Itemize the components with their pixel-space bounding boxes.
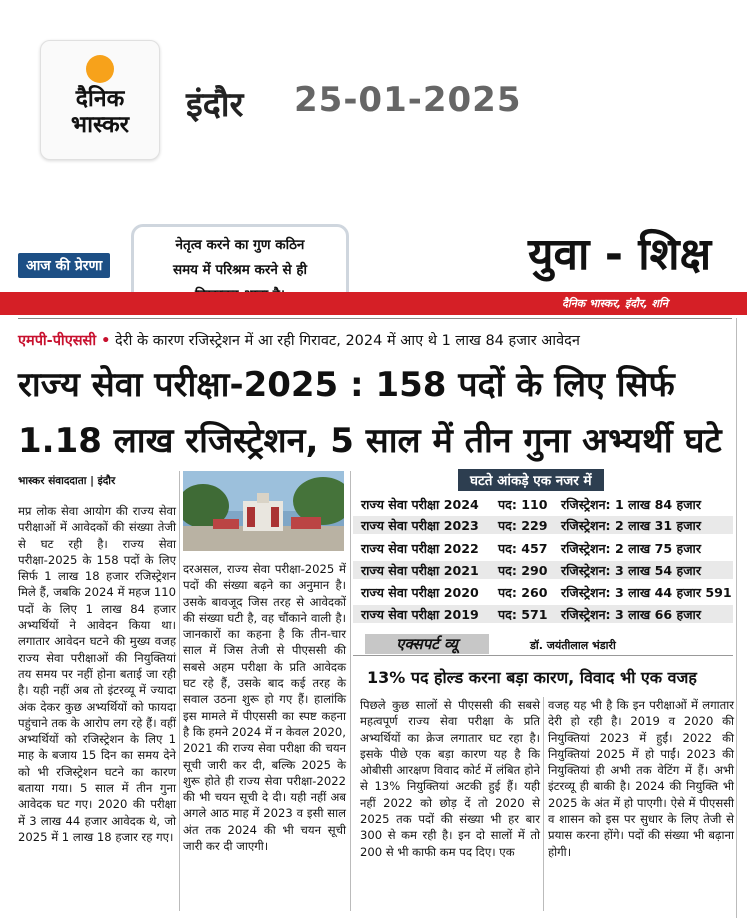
column-divider bbox=[736, 318, 737, 918]
city-label: इंदौर bbox=[186, 85, 244, 125]
section-title: युवा - शिक्ष bbox=[528, 229, 712, 280]
divider bbox=[18, 318, 732, 319]
stats-exam: राज्य सेवा परीक्षा 2021 bbox=[361, 563, 479, 578]
stats-posts: पद: 571 bbox=[498, 607, 548, 622]
sun-icon bbox=[86, 55, 114, 83]
stats-reg: रजिस्ट्रेशन: 2 लाख 75 हजार bbox=[561, 541, 701, 556]
stats-heading: घटते आंकड़े एक नजर में bbox=[458, 469, 604, 491]
stats-exam: राज्य सेवा परीक्षा 2022 bbox=[361, 541, 479, 556]
bar-dateline: दैनिक भास्कर, इंदौर, शनि bbox=[562, 297, 668, 310]
article-column-2: दरअसल, राज्य सेवा परीक्षा-2025 में पदों की संख्या बढ़ने का अनुमान है। उसके बावजूद जिस तरह से आवेदकों की संख्या घटी है, वह चौंकाने वाली है। जानकारों का कहना है कि तीन-चार साल में जिस तेजी से पीएससी की सबसे अहम परीक्षा के प्रति आवेदक घट रहे हैं, उसके बाद कई तरह के सवाल उठना शुरू हो गए हैं। हालांकि इस मामले में पीएससी का स्पष्ट कहना है कि हमने 2024 में न केवल 2020, 2021 की राज्य सेवा परीक्षा की चयन सूची जारी कर दी, बल्कि 2025 के शुरू होते ही राज्य सेवा परीक्षा-2022 की भी चयन सूची दे दी। यही नहीं अब अगले आठ माह में 2023 व इसी साल अंत तक 2024 की भी चयन सूची जारी कर दी जाएगी। bbox=[183, 562, 346, 854]
headline-line2: 1.18 लाख रजिस्ट्रेशन, 5 साल में तीन गुना अभ्यर्थी घटे bbox=[18, 421, 722, 461]
stats-posts: पद: 290 bbox=[498, 563, 548, 578]
stats-reg: रजिस्ट्रेशन: 3 लाख 66 हजार bbox=[561, 607, 701, 622]
stats-posts: पद: 457 bbox=[498, 541, 548, 556]
stats-exam: राज्य सेवा परीक्षा 2020 bbox=[361, 585, 479, 600]
expert-subhead: 13% पद होल्ड करना बड़ा कारण, विवाद भी एक वजह bbox=[367, 668, 697, 687]
stats-row bbox=[353, 516, 733, 534]
expert-name: डॉ. जयंतीलाल भंडारी bbox=[530, 639, 616, 652]
stats-reg: रजिस्ट्रेशन: 1 लाख 84 हजार bbox=[561, 497, 701, 512]
column-divider bbox=[179, 471, 180, 911]
aaj-ki-prerna-label: आज की प्रेरणा bbox=[18, 253, 110, 278]
byline: भास्कर संवाददाता | इंदौर bbox=[18, 475, 116, 487]
stats-posts: पद: 229 bbox=[498, 518, 548, 533]
expert-view-label: एक्सपर्ट व्यू bbox=[365, 634, 489, 654]
expert-column-1: पिछले कुछ सालों से पीएससी की सबसे महत्वपूर्ण राज्य सेवा परीक्षा के प्रति अभ्यर्थियों का क्रेज लगातार घट रहा है। इसके पीछे एक बड़ा कारण यह है कि ओबीसी आरक्षण विवाद कोर्ट में लंबित होने से 13% नियुक्तियां अटकी हुई हैं। यही नहीं 2022 को छोड़ दें तो 2020 से 2025 तक पदों की संख्या भी हर बार 300 से कम रही है। इन दो सालों में तो 200 से भी काफी कम पद दिए। एक bbox=[360, 698, 540, 859]
stats-exam: राज्य सेवा परीक्षा 2019 bbox=[361, 607, 479, 622]
stats-exam: राज्य सेवा परीक्षा 2024 bbox=[361, 497, 479, 512]
stats-posts: पद: 110 bbox=[498, 497, 548, 512]
dainik-bhaskar-logo bbox=[40, 40, 160, 160]
column-divider bbox=[543, 697, 544, 911]
quote-line: समय में परिश्रम करने से ही bbox=[172, 262, 308, 278]
building-photo-illustration bbox=[183, 471, 344, 551]
stats-reg: रजिस्ट्रेशन: 2 लाख 31 हजार bbox=[561, 518, 701, 533]
divider bbox=[353, 655, 733, 656]
column-divider bbox=[350, 471, 351, 911]
stats-reg: रजिस्ट्रेशन: 3 लाख 54 हजार bbox=[561, 563, 701, 578]
kicker-text: देरी के कारण रजिस्ट्रेशन में आ रही गिरावट, 2024 में आए थे 1 लाख 84 हजार आवेदन bbox=[115, 333, 580, 349]
stats-row bbox=[353, 583, 733, 601]
article-column-1: मप्र लोक सेवा आयोग की राज्य सेवा परीक्षाओं में आवेदकों की संख्या तेजी से घट रही है। राज्य सेवा परीक्षा-2025 के 158 पदों के लिए सिर्फ 1 लाख 18 हजार रजिस्ट्रेशन मिले हैं, जबकि 2024 में महज 110 पदों के लिए 1 लाख 84 हजार अभ्यर्थियों ने आवेदन किया था। लगातार आवेदन घटने की मुख्य वजह राज्य सेवा परीक्षाओं की नियुक्तियां तय समय पर नहीं होना बताई जा रही है। यही नहीं अब तो इंटरव्यू में ज्यादा अंक देकर कुछ अभ्यर्थियों को फायदा पहुंचाने तक के आरोप लग रहे हैं। वहीं अभ्यर्थियों को रजिस्ट्रेशन के लिए 1 माह के बजाय 15 दिन का समय देने को भी रजिस्ट्रेशन घटने का कारण बताया गया। 5 साल में तीन गुना आवेदक घट गए। 2020 की परीक्षा में 3 लाख 44 हजार आवेदक थे, जो 2025 में 1 लाख 18 हजार रह गए। bbox=[18, 504, 176, 844]
kicker-label: एमपी-पीएससी • bbox=[18, 333, 111, 349]
building-photo bbox=[183, 471, 344, 551]
stats-exam: राज्य सेवा परीक्षा 2023 bbox=[361, 518, 479, 533]
logo-text-line1: दैनिक bbox=[75, 86, 125, 112]
stats-reg: रजिस्ट्रेशन: 3 लाख 44 हजार 591 bbox=[561, 585, 732, 600]
stats-row bbox=[353, 495, 733, 513]
quote-line: नेतृत्व करने का गुण कठिन bbox=[175, 237, 305, 253]
stats-row bbox=[353, 539, 733, 557]
date-label: 25-01-2025 bbox=[294, 80, 522, 120]
headline-line1: राज्य सेवा परीक्षा-2025 : 158 पदों के लिए सिर्फ bbox=[18, 365, 675, 405]
stats-posts: पद: 260 bbox=[498, 585, 548, 600]
stats-row bbox=[353, 561, 733, 579]
expert-column-2: वजह यह भी है कि इन परीक्षाओं में लगातार देरी हो रही है। 2019 व 2020 की नियुक्तियां 2023 में हुईं। 2022 की नियुक्तियां 2025 में हो पाईं। 2023 की नियुक्तियां ही अभी तक वेटिंग में हैं। अभी इंटरव्यू ही बाकी है। 2024 की नियुक्ति भी 2025 के अंत में हो पाएगी। ऐसे में पीएससी व शासन को इस पर सुधार के लिए तेजी से प्रयास करना होंगे। पदों की संख्या भी बढ़ाना होगी। bbox=[548, 698, 734, 859]
logo-text-line2: भास्कर bbox=[70, 112, 130, 138]
stats-row bbox=[353, 605, 733, 623]
kicker bbox=[18, 330, 580, 350]
